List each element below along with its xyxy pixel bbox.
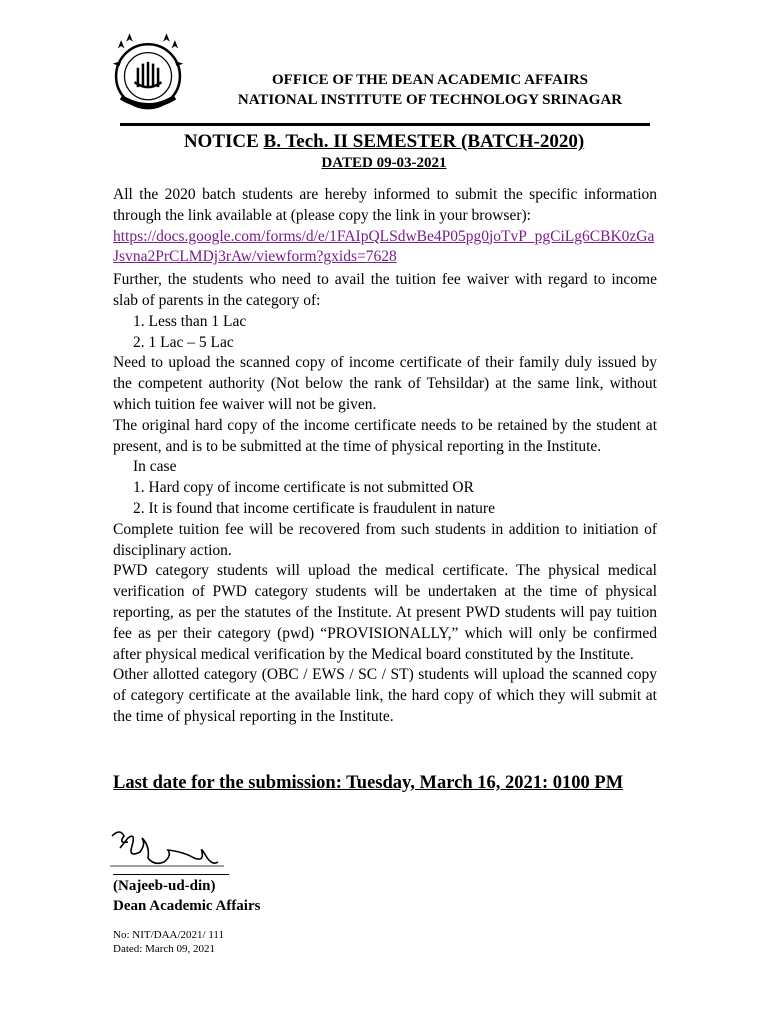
office-name: OFFICE OF THE DEAN ACADEMIC AFFAIRS (272, 72, 588, 88)
header-divider (120, 123, 650, 126)
notice-title-main: B. Tech. II SEMESTER (BATCH-2020) (263, 131, 585, 152)
condition-list (113, 478, 657, 520)
list-item: 1. Hard copy of income certificate is not submitted OR (133, 479, 474, 497)
list-item: 2. 1 Lac – 5 Lac (133, 333, 234, 351)
reference-number: No: NIT/DAA/2021/ 111 (113, 929, 225, 941)
income-slab-list (113, 312, 657, 354)
retain-paragraph: The original hard copy of the income certificate needs to be retained by the student at present, and is to be submitted at the time of physical reporting in the Institute. (113, 416, 657, 455)
notice-body (113, 185, 657, 728)
institute-seal-icon (106, 30, 190, 114)
reference-date: Dated: March 09, 2021 (113, 943, 216, 955)
upload-paragraph: Need to upload the scanned copy of income certificate of their family duly issued by the competent authority (Not below the rank of Tehsildar) at the same link, without which tuition fee waiver will not be given. (113, 354, 657, 413)
signatory-name: (Najeeb-ud-din) (113, 878, 216, 894)
office-header (200, 70, 660, 110)
in-case-label: In case (133, 458, 177, 476)
signature-line (113, 874, 229, 875)
signatory-title: Dean Academic Affairs (113, 898, 261, 914)
pwd-paragraph: PWD category students will upload the medical certificate. The physical medical verification of PWD category students will be undertaken at the time of physical reporting, as per the statutes of the Institute. At present PWD students will pay tuition fee as per their category (pwd) “PROVISIONALLY,” which will only be confirmed after physical medical verification by the Medical board constituted by the Institute. (113, 562, 657, 663)
recovery-paragraph: Complete tuition fee will be recovered from such students in addition to initiation of disciplinary action. (113, 520, 657, 559)
list-item: 1. Less than 1 Lac (133, 312, 247, 330)
deadline: Last date for the submission: Tuesday, March 16, 2021: 0100 PM (113, 773, 624, 793)
institute-name: NATIONAL INSTITUTE OF TECHNOLOGY SRINAGAR (237, 92, 623, 108)
notice-title-prefix: NOTICE (183, 131, 259, 152)
form-link[interactable]: https://docs.google.com/forms/d/e/1FAIpQLSdwBe4P05pg0joTvP_pgCiLg6CBK0zGaJsvna2PrCLMDj3rAw/viewform?gxids=7628 (113, 227, 655, 266)
intro-paragraph: All the 2020 batch students are hereby informed to submit the specific information through the link available at (please copy the link in your browser): (113, 186, 657, 224)
notice-title (113, 130, 655, 154)
other-category-paragraph: Other allotted category (OBC / EWS / SC / ST) students will upload the scanned copy of category certificate at the available link, the hard copy of which they will submit at the time of physical reporting in the Institute. (113, 666, 657, 725)
list-item: 2. It is found that income certificate is fraudulent in nature (133, 499, 495, 517)
waiver-paragraph: Further, the students who need to avail the tuition fee waiver with regard to income slab of parents in the category of: (113, 271, 657, 309)
handwritten-signature (106, 822, 226, 872)
notice-date: DATED 09-03-2021 (321, 155, 447, 171)
